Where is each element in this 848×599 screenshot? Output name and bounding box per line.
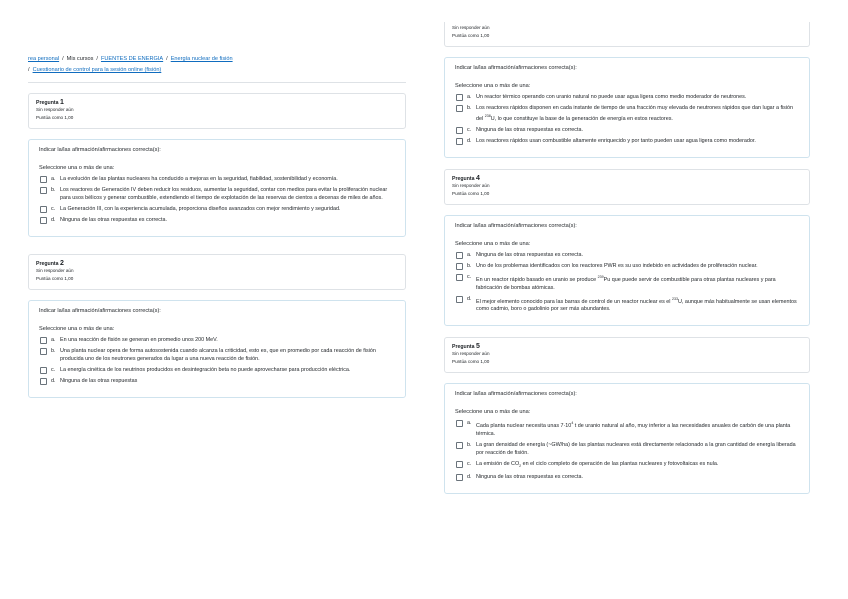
- breadcrumb-separator: /: [96, 56, 98, 62]
- answer-letter: d.: [467, 137, 472, 144]
- subscript: 2: [519, 464, 522, 469]
- answer-letter: b.: [467, 442, 472, 449]
- question-4-content: [444, 215, 810, 327]
- question-3-content: [444, 57, 810, 158]
- answer-letter: a.: [467, 251, 472, 258]
- answer-text-pre: El mejor elemento conocido para las barras de control de un reactor nuclear es el: [476, 298, 672, 305]
- breadcrumb: [28, 54, 406, 76]
- superscript: 238: [484, 114, 491, 118]
- question-label: Pregunta: [36, 261, 59, 267]
- answer-letter: a.: [51, 337, 56, 343]
- question-text: Indicar la/las afirmación/afirmaciones correcta(s):: [455, 222, 577, 229]
- answer-letter: d.: [51, 217, 56, 223]
- answer-text: La energía cinética de los neutrinos producidos en desintegración beta no puede aprovecharse para producción eléctrica.: [60, 367, 351, 373]
- answer-letter: b.: [467, 262, 472, 269]
- answer-option[interactable]: [455, 262, 799, 270]
- answer-text: Ninguna de las otras respuestas es correcta.: [476, 251, 583, 258]
- answer-text: Ninguna de las otras respuestas: [60, 378, 138, 384]
- breadcrumb-area-personal[interactable]: rea personal: [28, 56, 60, 62]
- answer-prompt: Seleccione una o más de una:: [455, 240, 531, 247]
- answer-text: [476, 104, 799, 123]
- answer-option[interactable]: [39, 347, 395, 363]
- question-number-value: 4: [475, 174, 480, 182]
- question-number: [36, 99, 398, 106]
- answer-checkbox[interactable]: [456, 127, 463, 134]
- answer-option[interactable]: [455, 137, 799, 145]
- question-3-info: [444, 22, 810, 47]
- question-status: Sin responder aún: [452, 25, 490, 30]
- question-number: [452, 175, 802, 182]
- answer-letter: c.: [467, 273, 472, 280]
- answer-checkbox[interactable]: [456, 252, 463, 259]
- question-status: Sin responder aún: [36, 268, 74, 273]
- answer-checkbox[interactable]: [456, 105, 463, 112]
- question-number-value: 1: [59, 99, 64, 106]
- answer-text-post: U, lo que constituye la base de la generación de energía en estos reactores.: [490, 115, 673, 122]
- breadcrumb-mis-cursos[interactable]: Mis cursos: [66, 56, 94, 62]
- question-5-content: [444, 383, 810, 494]
- answer-option[interactable]: [455, 126, 799, 134]
- question-text: Indicar la/las afirmación/afirmaciones correcta(s):: [455, 391, 577, 398]
- answer-option[interactable]: [455, 104, 799, 123]
- answer-checkbox[interactable]: [456, 263, 463, 270]
- answer-text: Ninguna de las otras respuestas es correcta.: [60, 217, 167, 223]
- answer-option[interactable]: [455, 473, 799, 481]
- question-5-info: [444, 337, 810, 373]
- breadcrumb-separator: /: [166, 56, 168, 62]
- superscript: 4: [571, 421, 574, 426]
- answer-letter: c.: [467, 126, 472, 133]
- answer-option[interactable]: [39, 186, 395, 202]
- answer-text: Uno de los problemas identificados con los reactores PWR es su uso indebido en actividades de proliferación nuclear.: [476, 262, 758, 269]
- question-score: Puntúa como 1,00: [36, 115, 74, 120]
- question-4-info: [444, 169, 810, 205]
- answer-checkbox[interactable]: [456, 138, 463, 145]
- answer-letter: a.: [51, 176, 56, 182]
- answer-text: [476, 273, 799, 292]
- answer-letter: d.: [467, 474, 472, 481]
- answer-text: Los reactores de Generación IV deben reducir los residuos, aumentar la seguridad, contar con medios para evitar la proliferación nuclear para usos bélicos y generar combustible, extendiendo el tiempo de explotación de las reservas de cientos a decenas de miles de años.: [60, 187, 388, 201]
- question-score: Puntúa como 1,00: [452, 33, 490, 38]
- answer-text: Un reactor térmico operando con uranio natural no puede usar agua ligera como medio moderador de neutrones.: [476, 94, 747, 100]
- answer-checkbox[interactable]: [456, 296, 463, 303]
- answer-text: [476, 295, 799, 314]
- breadcrumb-cuestionario[interactable]: Cuestionario de control para la sesión online (fisión): [32, 67, 162, 73]
- question-text: Indicar la/las afirmación/afirmaciones correcta(s):: [39, 308, 161, 314]
- answer-text: [476, 460, 799, 470]
- question-2-info: [28, 254, 406, 290]
- answer-text: Los reactores rápidos usan combustible altamente enriquecido y por tanto pueden usar agua ligera como moderador.: [476, 137, 756, 144]
- question-label: Pregunta: [452, 175, 475, 182]
- answer-text-pre: En un reactor rápido basado en uranio se produce: [476, 276, 598, 283]
- question-status: Sin responder aún: [36, 107, 74, 112]
- answer-checkbox[interactable]: [456, 94, 463, 101]
- answer-letter: c.: [51, 367, 56, 373]
- answer-option[interactable]: [39, 205, 395, 213]
- answer-letter: d.: [51, 378, 56, 384]
- answer-text-pre: Los reactores rápidos disponen en cada instante de tiempo de una fracción muy elevada de neutrones rápidos que dan lugar a fisión del: [476, 105, 794, 122]
- question-number: [452, 343, 802, 350]
- breadcrumb-separator: /: [62, 56, 64, 62]
- answer-option[interactable]: [455, 93, 799, 101]
- answer-checkbox[interactable]: [456, 274, 463, 281]
- question-number: [36, 260, 398, 267]
- answer-checkbox[interactable]: [40, 367, 47, 374]
- answer-checkbox[interactable]: [40, 337, 47, 344]
- answer-checkbox[interactable]: [456, 442, 463, 449]
- answer-prompt: Seleccione una o más de una:: [455, 409, 531, 416]
- answer-option[interactable]: [39, 366, 395, 374]
- answer-checkbox[interactable]: [40, 217, 47, 224]
- right-column: [444, 22, 810, 494]
- answer-option[interactable]: [39, 175, 395, 183]
- answer-text: [476, 419, 799, 438]
- answer-letter: b.: [51, 187, 56, 193]
- question-text: Indicar la/las afirmación/afirmaciones correcta(s):: [455, 65, 577, 71]
- answer-text: En una reacción de fisión se generan en promedio unos 200 MeV.: [60, 337, 218, 343]
- question-label: Pregunta: [36, 100, 59, 106]
- answer-text: Una planta nuclear opera de forma autosostenida cuando alcanza la criticidad, esto es, que en promedio por cada reacción de fisión producida uno de los neutrones generados da lugar a una nueva reacción de fisión.: [60, 348, 376, 362]
- answer-option[interactable]: [39, 216, 395, 224]
- answer-letter: b.: [467, 105, 472, 111]
- breadcrumb-fuentes-energia[interactable]: FUENTES DE ENERGIA: [100, 56, 164, 62]
- answer-option[interactable]: [455, 251, 799, 259]
- answer-prompt: Seleccione una o más de una:: [39, 326, 115, 332]
- answer-text: Ninguna de las otras respuestas es correcta.: [476, 126, 583, 133]
- answer-text-post: U, aunque más habitualmente se usan elementos como cadmio, boro o gadolinio por ser más abundantes.: [476, 298, 797, 313]
- answer-checkbox[interactable]: [40, 187, 47, 194]
- superscript: 239: [597, 274, 604, 279]
- question-score: Puntúa como 1,00: [36, 276, 74, 281]
- answer-text: La Generación III, con la experiencia acumulada, proporciona diseños avanzados con mejor rendimiento y seguridad.: [60, 206, 341, 212]
- answer-letter: c.: [467, 461, 472, 468]
- answer-checkbox[interactable]: [40, 176, 47, 183]
- answer-text-pre: Cada planta nuclear necesita unas 7·10: [476, 423, 572, 430]
- question-score: Puntúa como 1,00: [452, 190, 490, 196]
- question-status: Sin responder aún: [452, 351, 490, 357]
- answer-checkbox[interactable]: [40, 348, 47, 355]
- answer-text-pre: La emisión de CO: [476, 461, 520, 468]
- question-number-value: 2: [59, 260, 64, 267]
- answer-option[interactable]: [455, 273, 799, 292]
- answer-letter: a.: [467, 420, 472, 427]
- answer-text-post: Pu que puede servir de combustible para otras plantas nucleares y para fabricación de bombas atómicas.: [476, 276, 776, 291]
- answer-letter: d.: [467, 295, 472, 302]
- answer-prompt: Seleccione una o más de una:: [39, 165, 115, 171]
- answer-option[interactable]: [455, 419, 799, 438]
- answer-text-post: t de uranio natural al año, muy inferior a las necesidades anuales de carbón de una planta térmica.: [476, 423, 791, 438]
- answer-option[interactable]: [455, 295, 799, 314]
- question-1-info: [28, 93, 406, 129]
- answer-text: Ninguna de las otras respuestas es correcta.: [476, 474, 583, 481]
- breadcrumb-energia-nuclear[interactable]: Energía nuclear de fisión: [170, 56, 233, 62]
- answer-text-post: en el ciclo completo de operación de las plantas nucleares y fotovoltaicas es nula.: [521, 461, 719, 468]
- question-status: Sin responder aún: [452, 182, 490, 188]
- answer-checkbox[interactable]: [456, 474, 463, 481]
- answer-checkbox[interactable]: [40, 206, 47, 213]
- left-column: [28, 54, 406, 398]
- answer-letter: a.: [467, 94, 472, 100]
- answer-option[interactable]: [455, 460, 799, 470]
- question-1-content: [28, 139, 406, 237]
- question-label: Pregunta: [452, 344, 475, 351]
- answer-checkbox[interactable]: [456, 461, 463, 468]
- question-number-value: 5: [475, 343, 480, 351]
- answer-letter: c.: [51, 206, 56, 212]
- question-text: Indicar la/las afirmación/afirmaciones correcta(s):: [39, 147, 161, 153]
- breadcrumb-separator: /: [28, 67, 30, 73]
- answer-letter: b.: [51, 348, 56, 354]
- question-score: Puntúa como 1,00: [452, 359, 490, 365]
- divider: [28, 82, 406, 83]
- question-2-content: [28, 300, 406, 398]
- answer-prompt: Seleccione una o más de una:: [455, 83, 531, 89]
- answer-checkbox[interactable]: [456, 420, 463, 427]
- answer-text: La evolución de las plantas nucleares ha conducido a mejoras en la seguridad, fiabilidad, sostenibilidad y economía.: [60, 176, 338, 182]
- answer-option[interactable]: [39, 377, 395, 385]
- answer-text: La gran densidad de energía (~GW/ha) de las plantas nucleares está directamente relacionado a la gran cantidad de energía liberada por reacción de fisión.: [476, 442, 796, 457]
- answer-option[interactable]: [39, 336, 395, 344]
- answer-checkbox[interactable]: [40, 378, 47, 385]
- superscript: 233: [671, 296, 678, 301]
- answer-option[interactable]: [455, 441, 799, 457]
